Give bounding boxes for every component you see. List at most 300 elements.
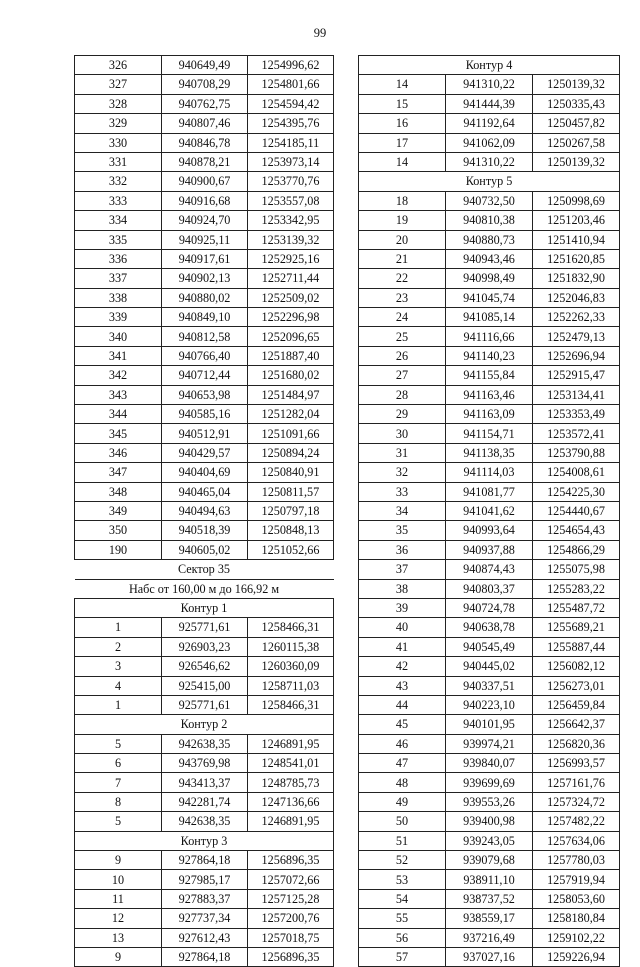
y-coordinate-cell: 1254801,66 [248,75,334,94]
point-number-cell: 44 [359,695,446,714]
x-coordinate-cell: 925771,61 [162,618,248,637]
y-coordinate-cell: 1255075,98 [533,560,620,579]
x-coordinate-cell: 939553,26 [446,792,533,811]
x-coordinate-cell: 940812,58 [162,327,248,346]
table-row [75,405,334,424]
y-coordinate-cell: 1260360,09 [248,657,334,676]
x-coordinate-cell: 927612,43 [162,928,248,947]
table-row [359,327,620,346]
table-row [75,249,334,268]
x-coordinate-cell: 940465,04 [162,482,248,501]
point-number-cell: 342 [75,366,162,385]
page-number: 99 [313,26,327,40]
point-number-cell: 28 [359,385,446,404]
y-coordinate-cell: 1255887,44 [533,637,620,656]
y-coordinate-cell: 1252915,47 [533,366,620,385]
y-coordinate-cell: 1250998,69 [533,191,620,210]
point-number-cell: 6 [75,754,162,773]
y-coordinate-cell: 1251680,02 [248,366,334,385]
table-row [359,851,620,870]
point-number-cell: 37 [359,560,446,579]
x-coordinate-cell: 940512,91 [162,424,248,443]
table-row [359,870,620,889]
y-coordinate-cell: 1254996,62 [248,56,334,75]
x-coordinate-cell: 940937,88 [446,540,533,559]
point-number-cell: 327 [75,75,162,94]
y-coordinate-cell: 1253572,41 [533,424,620,443]
table-row [75,618,334,637]
x-coordinate-cell: 940585,16 [162,405,248,424]
x-coordinate-cell: 940724,78 [446,598,533,617]
x-coordinate-cell: 940545,49 [446,637,533,656]
x-coordinate-cell: 938737,52 [446,889,533,908]
y-coordinate-cell: 1252096,65 [248,327,334,346]
x-coordinate-cell: 940916,68 [162,191,248,210]
x-coordinate-cell: 927737,34 [162,909,248,928]
table-row [75,482,334,501]
point-number-cell: 24 [359,308,446,327]
table-row [359,133,620,152]
x-coordinate-cell: 940101,95 [446,715,533,734]
table-row [75,172,334,191]
x-coordinate-cell: 942638,35 [162,734,248,753]
y-coordinate-cell: 1257200,76 [248,909,334,928]
y-coordinate-cell: 1246891,95 [248,812,334,831]
table-row [75,792,334,811]
table-row [359,792,620,811]
point-number-cell: 40 [359,618,446,637]
point-number-cell: 349 [75,501,162,520]
table-row [359,501,620,520]
point-number-cell: 340 [75,327,162,346]
table-row [75,947,334,966]
x-coordinate-cell: 940900,67 [162,172,248,191]
x-coordinate-cell: 939840,07 [446,754,533,773]
point-number-cell: 334 [75,211,162,230]
x-coordinate-cell: 940925,11 [162,230,248,249]
point-number-cell: 333 [75,191,162,210]
table-row [75,676,334,695]
table-row [359,560,620,579]
x-coordinate-cell: 939079,68 [446,851,533,870]
y-coordinate-cell: 1252711,44 [248,269,334,288]
table-row [359,385,620,404]
table-row [359,152,620,171]
y-coordinate-cell: 1257125,28 [248,889,334,908]
point-number-cell: 42 [359,657,446,676]
table-row [359,618,620,637]
contour-header: Контур 3 [75,831,334,850]
y-coordinate-cell: 1257780,03 [533,851,620,870]
contour-header: Контур 4 [359,56,620,75]
table-row [75,540,334,559]
point-number-cell: 17 [359,133,446,152]
x-coordinate-cell: 941154,71 [446,424,533,443]
x-coordinate-cell: 925415,00 [162,676,248,695]
point-number-cell: 15 [359,94,446,113]
y-coordinate-cell: 1255283,22 [533,579,620,598]
point-number-cell: 337 [75,269,162,288]
x-coordinate-cell: 941085,14 [446,308,533,327]
y-coordinate-cell: 1253134,41 [533,385,620,404]
x-coordinate-cell: 941140,23 [446,346,533,365]
y-coordinate-cell: 1258180,84 [533,909,620,928]
y-coordinate-cell: 1257018,75 [248,928,334,947]
table-row [359,637,620,656]
table-row [75,133,334,152]
point-number-cell: 29 [359,405,446,424]
point-number-cell: 344 [75,405,162,424]
table-row [75,734,334,753]
point-number-cell: 3 [75,657,162,676]
table-row [75,909,334,928]
contour-header-row [75,598,334,617]
y-coordinate-cell: 1246891,95 [248,734,334,753]
x-coordinate-cell: 939974,21 [446,734,533,753]
x-coordinate-cell: 941163,46 [446,385,533,404]
y-coordinate-cell: 1251052,66 [248,540,334,559]
x-coordinate-cell: 940998,49 [446,269,533,288]
table-row [359,308,620,327]
point-number-cell: 326 [75,56,162,75]
y-coordinate-cell: 1260115,38 [248,637,334,656]
table-row [75,308,334,327]
y-coordinate-cell: 1247136,66 [248,792,334,811]
y-coordinate-cell: 1250335,43 [533,94,620,113]
y-coordinate-cell: 1257072,66 [248,870,334,889]
y-coordinate-cell: 1256273,01 [533,676,620,695]
point-number-cell: 347 [75,463,162,482]
point-number-cell: 2 [75,637,162,656]
table-row [359,521,620,540]
y-coordinate-cell: 1256896,35 [248,851,334,870]
x-coordinate-cell: 940653,98 [162,385,248,404]
x-coordinate-cell: 940849,10 [162,308,248,327]
table-row [75,56,334,75]
x-coordinate-cell: 940846,78 [162,133,248,152]
y-coordinate-cell: 1250457,82 [533,114,620,133]
table-row [75,851,334,870]
point-number-cell: 343 [75,385,162,404]
y-coordinate-cell: 1252925,16 [248,249,334,268]
table-row [75,521,334,540]
table-row [359,734,620,753]
table-row [359,657,620,676]
x-coordinate-cell: 927985,17 [162,870,248,889]
y-coordinate-cell: 1254594,42 [248,94,334,113]
table-row [75,657,334,676]
contour-header-row [359,56,620,75]
point-number-cell: 9 [75,947,162,966]
table-row [75,230,334,249]
point-number-cell: 350 [75,521,162,540]
y-coordinate-cell: 1254008,61 [533,463,620,482]
table-row [75,812,334,831]
table-row [75,443,334,462]
y-coordinate-cell: 1253139,32 [248,230,334,249]
table-row [75,424,334,443]
x-coordinate-cell: 927883,37 [162,889,248,908]
point-number-cell: 54 [359,889,446,908]
x-coordinate-cell: 940494,63 [162,501,248,520]
point-number-cell: 329 [75,114,162,133]
x-coordinate-cell: 940732,50 [446,191,533,210]
y-coordinate-cell: 1252696,94 [533,346,620,365]
table-row [75,288,334,307]
x-coordinate-cell: 941114,03 [446,463,533,482]
table-row [75,94,334,113]
point-number-cell: 49 [359,792,446,811]
table-row [359,211,620,230]
coordinates-table-right [358,55,620,967]
table-row [359,889,620,908]
y-coordinate-cell: 1254185,11 [248,133,334,152]
table-row [359,928,620,947]
point-number-cell: 10 [75,870,162,889]
table-row [359,405,620,424]
y-coordinate-cell: 1257161,76 [533,773,620,792]
point-number-cell: 339 [75,308,162,327]
point-number-cell: 23 [359,288,446,307]
x-coordinate-cell: 941163,09 [446,405,533,424]
x-coordinate-cell: 940943,46 [446,249,533,268]
table-row [359,191,620,210]
point-number-cell: 345 [75,424,162,443]
table-row [359,482,620,501]
y-coordinate-cell: 1250139,32 [533,75,620,94]
x-coordinate-cell: 926903,23 [162,637,248,656]
table-row [75,346,334,365]
table-row [359,366,620,385]
table-row [75,269,334,288]
point-number-cell: 9 [75,851,162,870]
point-number-cell: 18 [359,191,446,210]
y-coordinate-cell: 1258711,03 [248,676,334,695]
point-number-cell: 41 [359,637,446,656]
point-number-cell: 53 [359,870,446,889]
point-number-cell: 25 [359,327,446,346]
table-row [75,191,334,210]
point-number-cell: 50 [359,812,446,831]
point-number-cell: 20 [359,230,446,249]
table-row [75,695,334,714]
table-row [359,443,620,462]
point-number-cell: 5 [75,812,162,831]
x-coordinate-cell: 942638,35 [162,812,248,831]
y-coordinate-cell: 1254395,76 [248,114,334,133]
x-coordinate-cell: 941155,84 [446,366,533,385]
point-number-cell: 35 [359,521,446,540]
x-coordinate-cell: 943769,98 [162,754,248,773]
point-number-cell: 332 [75,172,162,191]
y-coordinate-cell: 1250811,57 [248,482,334,501]
x-coordinate-cell: 940223,10 [446,695,533,714]
y-coordinate-cell: 1255487,72 [533,598,620,617]
table-row [359,754,620,773]
y-coordinate-cell: 1248541,01 [248,754,334,773]
point-number-cell: 11 [75,889,162,908]
table-row [75,870,334,889]
table-row [75,773,334,792]
point-number-cell: 46 [359,734,446,753]
coordinates-table-left [74,55,334,967]
y-coordinate-cell: 1251410,94 [533,230,620,249]
x-coordinate-cell: 941192,64 [446,114,533,133]
x-coordinate-cell: 940638,78 [446,618,533,637]
point-number-cell: 26 [359,346,446,365]
y-coordinate-cell: 1258466,31 [248,695,334,714]
point-number-cell: 1 [75,618,162,637]
point-number-cell: 12 [75,909,162,928]
x-coordinate-cell: 942281,74 [162,792,248,811]
contour-header-row [359,172,620,191]
x-coordinate-cell: 940762,75 [162,94,248,113]
x-coordinate-cell: 941310,22 [446,152,533,171]
table-row [75,152,334,171]
y-coordinate-cell: 1251484,97 [248,385,334,404]
point-number-cell: 331 [75,152,162,171]
y-coordinate-cell: 1251887,40 [248,346,334,365]
table-row [359,715,620,734]
table-row [359,598,620,617]
point-number-cell: 338 [75,288,162,307]
point-number-cell: 36 [359,540,446,559]
x-coordinate-cell: 940445,02 [446,657,533,676]
x-coordinate-cell: 940874,43 [446,560,533,579]
y-coordinate-cell: 1253557,08 [248,191,334,210]
x-coordinate-cell: 939400,98 [446,812,533,831]
point-number-cell: 348 [75,482,162,501]
y-coordinate-cell: 1253790,88 [533,443,620,462]
point-number-cell: 27 [359,366,446,385]
x-coordinate-cell: 940880,73 [446,230,533,249]
y-coordinate-cell: 1251091,66 [248,424,334,443]
contour-header-row [75,715,334,734]
y-coordinate-cell: 1256082,12 [533,657,620,676]
table-row [75,463,334,482]
x-coordinate-cell: 941138,35 [446,443,533,462]
y-coordinate-cell: 1252296,98 [248,308,334,327]
y-coordinate-cell: 1251832,90 [533,269,620,288]
y-coordinate-cell: 1251620,85 [533,249,620,268]
y-coordinate-cell: 1254654,43 [533,521,620,540]
point-number-cell: 341 [75,346,162,365]
y-coordinate-cell: 1253342,95 [248,211,334,230]
y-coordinate-cell: 1254225,30 [533,482,620,501]
point-number-cell: 328 [75,94,162,113]
x-coordinate-cell: 941081,77 [446,482,533,501]
table-row [359,773,620,792]
x-coordinate-cell: 939243,05 [446,831,533,850]
table-row [75,211,334,230]
table-row [75,75,334,94]
table-row [359,114,620,133]
table-row [359,909,620,928]
x-coordinate-cell: 941041,62 [446,501,533,520]
point-number-cell: 19 [359,211,446,230]
x-coordinate-cell: 925771,61 [162,695,248,714]
x-coordinate-cell: 940902,13 [162,269,248,288]
point-number-cell: 31 [359,443,446,462]
y-coordinate-cell: 1248785,73 [248,773,334,792]
point-number-cell: 336 [75,249,162,268]
y-coordinate-cell: 1250797,18 [248,501,334,520]
x-coordinate-cell: 941062,09 [446,133,533,152]
x-coordinate-cell: 940337,51 [446,676,533,695]
table-row [359,230,620,249]
table-row [75,385,334,404]
table-row [359,288,620,307]
y-coordinate-cell: 1257634,06 [533,831,620,850]
y-coordinate-cell: 1254440,67 [533,501,620,520]
table-row [359,831,620,850]
y-coordinate-cell: 1257919,94 [533,870,620,889]
table-row [359,75,620,94]
table-row [359,540,620,559]
y-coordinate-cell: 1251282,04 [248,405,334,424]
y-coordinate-cell: 1256993,57 [533,754,620,773]
point-number-cell: 4 [75,676,162,695]
y-coordinate-cell: 1257324,72 [533,792,620,811]
point-number-cell: 30 [359,424,446,443]
contour-header: Контур 5 [359,172,620,191]
y-coordinate-cell: 1259102,22 [533,928,620,947]
table-row [359,579,620,598]
x-coordinate-cell: 940810,38 [446,211,533,230]
table-row [359,94,620,113]
y-coordinate-cell: 1253770,76 [248,172,334,191]
contour-header-row [75,831,334,850]
x-coordinate-cell: 941444,39 [446,94,533,113]
y-coordinate-cell: 1256820,36 [533,734,620,753]
point-number-cell: 346 [75,443,162,462]
section-caption: Набс от 160,00 м до 166,92 м [75,579,334,598]
y-coordinate-cell: 1252479,13 [533,327,620,346]
table-row [359,269,620,288]
y-coordinate-cell: 1251203,46 [533,211,620,230]
x-coordinate-cell: 939699,69 [446,773,533,792]
point-number-cell: 43 [359,676,446,695]
table-row [75,889,334,908]
x-coordinate-cell: 938559,17 [446,909,533,928]
y-coordinate-cell: 1252262,33 [533,308,620,327]
x-coordinate-cell: 940880,02 [162,288,248,307]
point-number-cell: 33 [359,482,446,501]
x-coordinate-cell: 940803,37 [446,579,533,598]
x-coordinate-cell: 927864,18 [162,947,248,966]
y-coordinate-cell: 1250267,58 [533,133,620,152]
x-coordinate-cell: 940917,61 [162,249,248,268]
point-number-cell: 8 [75,792,162,811]
table-row [75,327,334,346]
table-row [359,695,620,714]
point-number-cell: 39 [359,598,446,617]
contour-header: Контур 1 [75,598,334,617]
x-coordinate-cell: 940429,57 [162,443,248,462]
point-number-cell: 47 [359,754,446,773]
x-coordinate-cell: 941310,22 [446,75,533,94]
y-coordinate-cell: 1257482,22 [533,812,620,831]
table-row [359,947,620,966]
y-coordinate-cell: 1252046,83 [533,288,620,307]
table-row [75,928,334,947]
y-coordinate-cell: 1256896,35 [248,947,334,966]
point-number-cell: 56 [359,928,446,947]
x-coordinate-cell: 940766,40 [162,346,248,365]
x-coordinate-cell: 940605,02 [162,540,248,559]
x-coordinate-cell: 941116,66 [446,327,533,346]
section-caption-row [75,579,334,598]
